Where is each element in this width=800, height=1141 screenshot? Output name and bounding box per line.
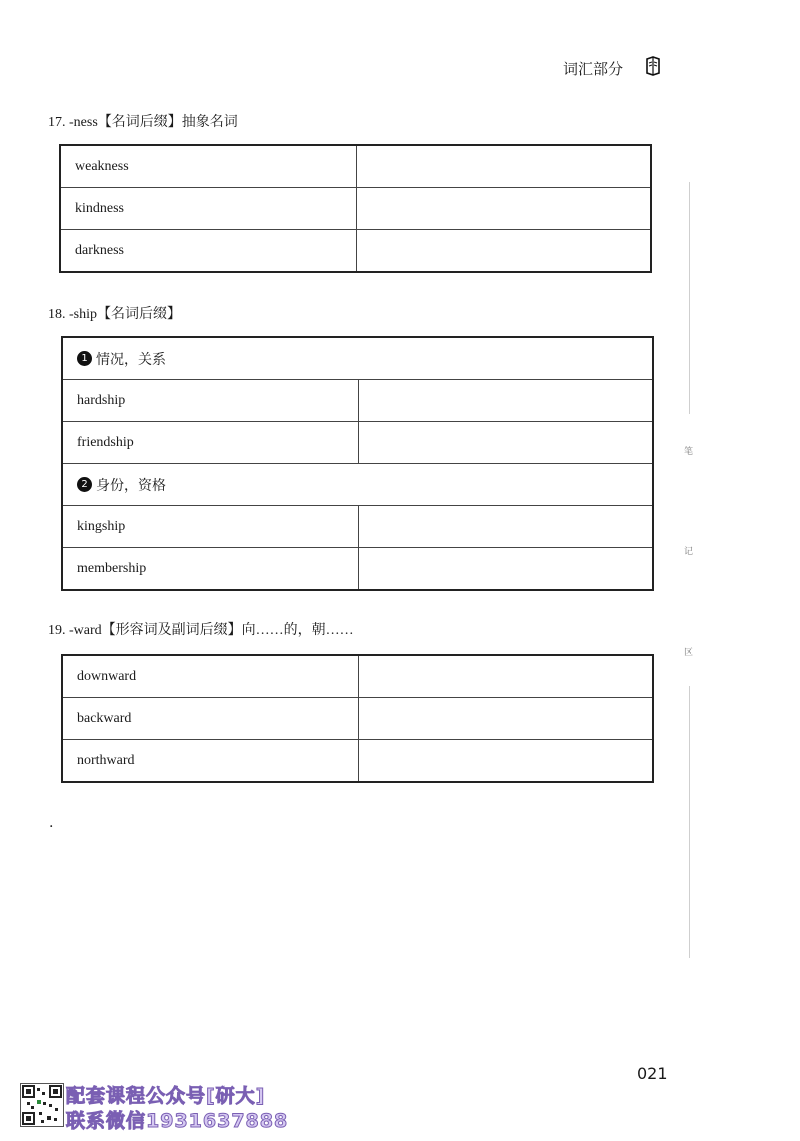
table-row bbox=[62, 548, 653, 591]
margin-note-char: 记 bbox=[684, 547, 694, 557]
table-row bbox=[62, 380, 653, 422]
table-row bbox=[62, 698, 653, 740]
answer-cell bbox=[358, 698, 653, 740]
word-cell: kingship bbox=[62, 506, 358, 548]
word-cell: northward bbox=[62, 740, 358, 783]
section-title-ness: 17. -ness【名词后缀】抽象名词 bbox=[48, 115, 238, 130]
answer-cell bbox=[356, 188, 651, 230]
margin-divider bbox=[689, 182, 690, 414]
answer-cell bbox=[356, 145, 651, 188]
margin-note-char: 笔 bbox=[684, 447, 694, 457]
word-cell: darkness bbox=[60, 230, 356, 273]
section-title-ward: 19. -ward【形容词及副词后缀】向……的，朝…… bbox=[48, 623, 354, 638]
table-ness bbox=[59, 144, 652, 273]
table-ship bbox=[61, 336, 654, 591]
table-row bbox=[62, 655, 653, 698]
answer-cell bbox=[356, 230, 651, 273]
answer-cell bbox=[358, 506, 653, 548]
word-cell: kindness bbox=[60, 188, 356, 230]
word-cell: hardship bbox=[62, 380, 358, 422]
word-cell: friendship bbox=[62, 422, 358, 464]
book-icon bbox=[645, 56, 661, 76]
watermark-line: 联系微信1931637888 bbox=[66, 1110, 289, 1132]
answer-cell bbox=[358, 740, 653, 783]
margin-note-char: 区 bbox=[684, 648, 694, 658]
table-ward bbox=[61, 654, 654, 783]
table-row bbox=[62, 740, 653, 783]
page-number: 021 bbox=[637, 1064, 668, 1083]
table-row bbox=[60, 230, 651, 273]
table-subheading-row bbox=[62, 337, 653, 380]
word-cell: downward bbox=[62, 655, 358, 698]
word-cell: membership bbox=[62, 548, 358, 591]
answer-cell bbox=[358, 422, 653, 464]
qr-code-icon bbox=[20, 1083, 64, 1127]
group-heading: 身份，资格 bbox=[96, 477, 166, 494]
word-cell: backward bbox=[62, 698, 358, 740]
margin-divider bbox=[689, 686, 690, 958]
number-circle-icon: 1 bbox=[77, 351, 92, 366]
answer-cell bbox=[358, 655, 653, 698]
answer-cell bbox=[358, 380, 653, 422]
table-subheading-row bbox=[62, 464, 653, 506]
stray-mark: . bbox=[49, 815, 54, 831]
table-row bbox=[62, 506, 653, 548]
section-title-ship: 18. -ship【名词后缀】 bbox=[48, 307, 181, 322]
word-cell: weakness bbox=[60, 145, 356, 188]
watermark-line: 配套课程公众号[研大] bbox=[66, 1085, 266, 1107]
table-row bbox=[62, 422, 653, 464]
table-row bbox=[60, 188, 651, 230]
header-section-label: 词汇部分 bbox=[563, 60, 624, 78]
answer-cell bbox=[358, 548, 653, 591]
group-heading: 情况，关系 bbox=[96, 351, 166, 368]
table-row bbox=[60, 145, 651, 188]
number-circle-icon: 2 bbox=[77, 477, 92, 492]
